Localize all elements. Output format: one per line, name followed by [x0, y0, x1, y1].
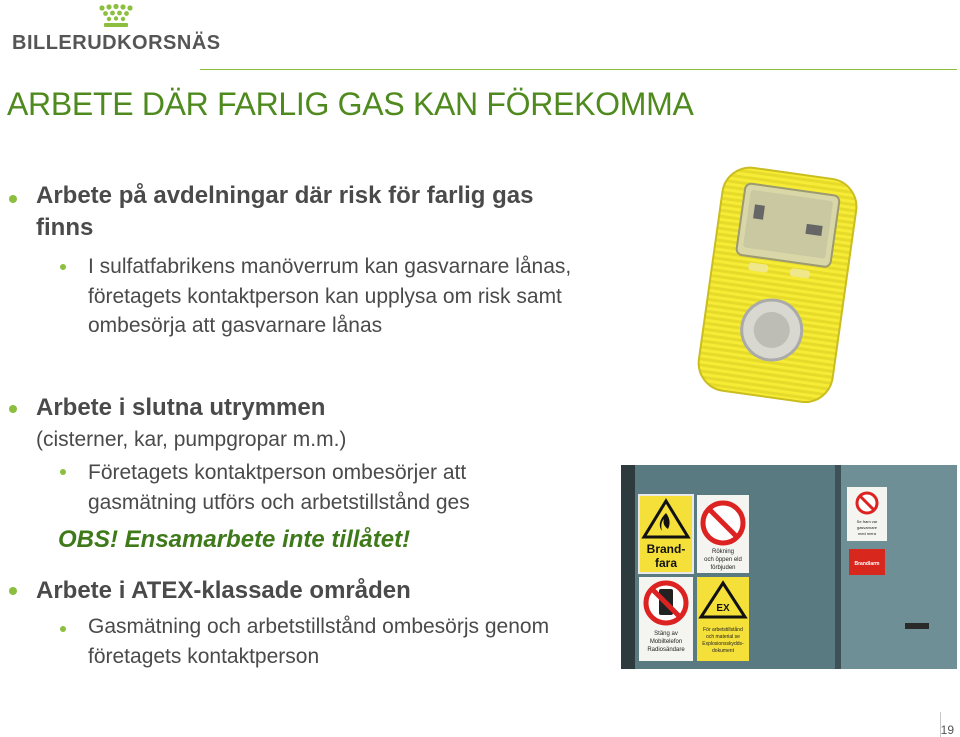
header-divider — [200, 69, 957, 70]
section-1-item: I sulfatfabrikens manöverrum kan gasvarnare lånas, företagets kontaktperson kan upplysa om risk samt ombesörja att gasvarnare lånas — [88, 255, 572, 337]
page-title: ARBETE DÄR FARLIG GAS KAN FÖREKOMMA — [7, 86, 694, 122]
sub-bullet-icon — [60, 264, 66, 270]
warning-text: OBS! Ensamarbete inte tillåtet! — [58, 526, 411, 553]
sub-bullet-icon — [60, 626, 66, 632]
section-1-heading: Arbete på avdelningar där risk för farlig gas finns — [36, 182, 534, 241]
svg-text:Stäng av: Stäng av — [654, 631, 678, 637]
svg-text:Explosionsskydds-: Explosionsskydds- — [702, 641, 744, 647]
bullet-icon — [9, 405, 17, 413]
section-2-item: Företagets kontaktperson ombesörjer att gasmätning utförs och arbetstillstånd ges — [88, 461, 470, 514]
safety-signs-illustration — [621, 465, 957, 669]
gas-detector-illustration — [680, 160, 870, 410]
company-logo — [12, 4, 221, 56]
svg-text:Radiosändare: Radiosändare — [647, 647, 685, 653]
svg-text:och öppen eld: och öppen eld — [704, 557, 742, 563]
svg-text:dokument: dokument — [712, 648, 734, 654]
svg-text:förbjuden: förbjuden — [710, 565, 736, 571]
section-3-heading: Arbete i ATEX-klassade områden — [36, 577, 411, 604]
page-number: 19 — [940, 723, 954, 737]
svg-text:fara: fara — [654, 556, 678, 570]
crown-icon — [96, 4, 136, 30]
safety-signs-photo — [621, 465, 957, 669]
svg-text:och material se: och material se — [706, 634, 740, 640]
svg-text:EX: EX — [716, 603, 730, 614]
svg-text:Brandlarm: Brandlarm — [854, 561, 880, 567]
bullet-icon — [9, 195, 17, 203]
section-2-heading: Arbete i slutna utrymmen — [36, 394, 326, 421]
brand-name: BILLERUDKORSNÄS — [12, 32, 221, 54]
svg-text:Brand-: Brand- — [646, 542, 686, 556]
svg-text:med mera: med mera — [857, 531, 877, 536]
bullet-icon — [9, 587, 17, 595]
svg-text:Rökning: Rökning — [711, 549, 735, 555]
svg-text:gasvarnare: gasvarnare — [856, 525, 878, 530]
section-3-item: Gasmätning och arbetstillstånd ombesörjs genom företagets kontaktperson — [88, 615, 550, 668]
gas-detector-photo — [680, 160, 870, 410]
svg-text:Mobiltelefon: Mobiltelefon — [649, 639, 683, 645]
svg-text:Se fram var: Se fram var — [856, 519, 878, 524]
sub-bullet-icon — [60, 469, 66, 475]
svg-text:För arbetstillstånd: För arbetstillstånd — [703, 627, 743, 633]
section-2-note: (cisterner, kar, pumpgropar m.m.) — [36, 428, 347, 451]
